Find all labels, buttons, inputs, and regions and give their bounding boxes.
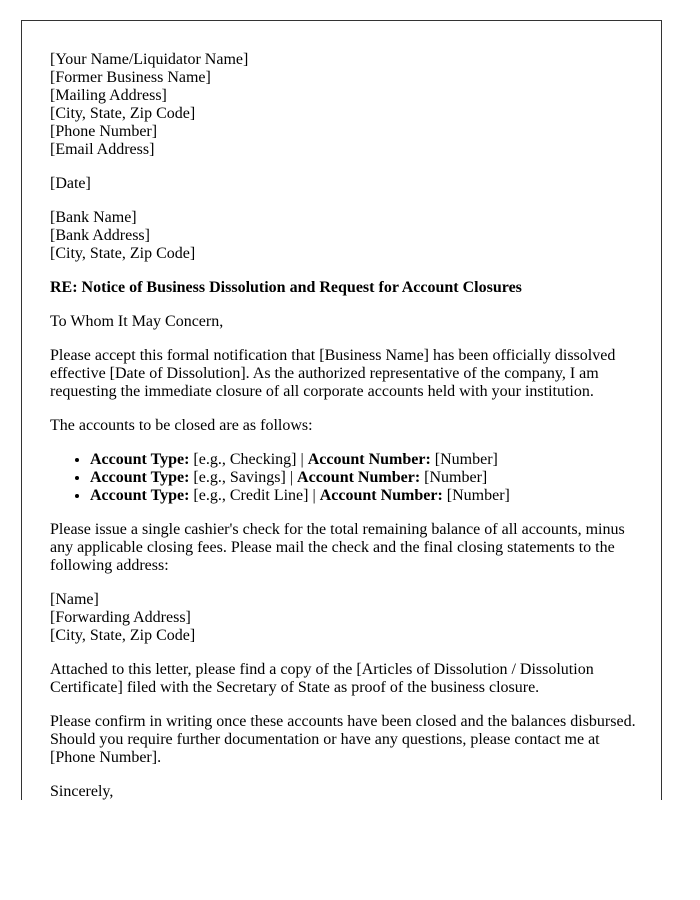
closing-line: Sincerely, bbox=[50, 783, 114, 800]
bank-name-line: [Bank Name] bbox=[50, 209, 137, 226]
subject-line: RE: Notice of Business Dissolution and Request for Account Closures bbox=[50, 279, 522, 296]
forwarding-name-line: [Name] bbox=[50, 591, 99, 608]
salutation: To Whom It May Concern, bbox=[50, 313, 224, 330]
account-number-label: Account Number: bbox=[297, 469, 421, 486]
forwarding-block bbox=[50, 591, 637, 645]
paragraph-accounts-intro: The accounts to be closed are as follows: bbox=[50, 417, 313, 434]
account-type-value: [e.g., Credit Line] bbox=[193, 487, 309, 504]
account-item-checking bbox=[90, 451, 637, 469]
account-number-value: [Number] bbox=[446, 487, 510, 504]
account-item-credit-line bbox=[90, 487, 637, 505]
bank-address-line: [Bank Address] bbox=[50, 227, 150, 244]
account-number-label: Account Number: bbox=[319, 487, 443, 504]
separator: | bbox=[312, 487, 316, 504]
forwarding-address-line: [Forwarding Address] bbox=[50, 609, 191, 626]
bank-city-line: [City, State, Zip Code] bbox=[50, 245, 196, 262]
sender-city-line: [City, State, Zip Code] bbox=[50, 105, 196, 122]
account-type-label: Account Type: bbox=[90, 469, 190, 486]
recipient-block bbox=[50, 209, 637, 263]
sender-business-line: [Former Business Name] bbox=[50, 69, 211, 86]
account-number-label: Account Number: bbox=[307, 451, 431, 468]
account-number-value: [Number] bbox=[434, 451, 498, 468]
separator: | bbox=[300, 451, 304, 468]
sender-phone-line: [Phone Number] bbox=[50, 123, 158, 140]
paragraph-confirmation: Please confirm in writing once these accounts have been closed and the balances disbursed. Should you require further documentation or have any questions, please contact me at [Phone Number]. bbox=[50, 713, 636, 766]
account-type-value: [e.g., Savings] bbox=[193, 469, 286, 486]
account-type-label: Account Type: bbox=[90, 451, 190, 468]
sender-name-line: [Your Name/Liquidator Name] bbox=[50, 51, 249, 68]
account-number-value: [Number] bbox=[424, 469, 488, 486]
separator: | bbox=[289, 469, 294, 486]
letter-document bbox=[21, 20, 662, 800]
paragraph-notification: Please accept this formal notification that [Business Name] has been officially dissolved effective [Date of Dissolution]. As the authorized representative of the company, I am requesting the immediate closure of all corporate accounts held with your institution. bbox=[50, 347, 616, 400]
account-item-savings bbox=[90, 469, 637, 487]
account-type-label: Account Type: bbox=[90, 487, 190, 504]
forwarding-city-line: [City, State, Zip Code] bbox=[50, 627, 196, 644]
accounts-list bbox=[50, 451, 637, 505]
paragraph-attachment: Attached to this letter, please find a copy of the [Articles of Dissolution / Dissolution Certificate] filed with the Secretary of State as proof of the business closure. bbox=[50, 661, 594, 696]
date-line: [Date] bbox=[50, 175, 91, 192]
sender-email-line: [Email Address] bbox=[50, 141, 155, 158]
account-type-value: [e.g., Checking] bbox=[193, 451, 297, 468]
paragraph-check-request: Please issue a single cashier's check for the total remaining balance of all accounts, minus any applicable closing fees. Please mail the check and the final closing statements to the following address: bbox=[50, 521, 625, 574]
sender-block bbox=[50, 51, 637, 159]
sender-address-line: [Mailing Address] bbox=[50, 87, 167, 104]
